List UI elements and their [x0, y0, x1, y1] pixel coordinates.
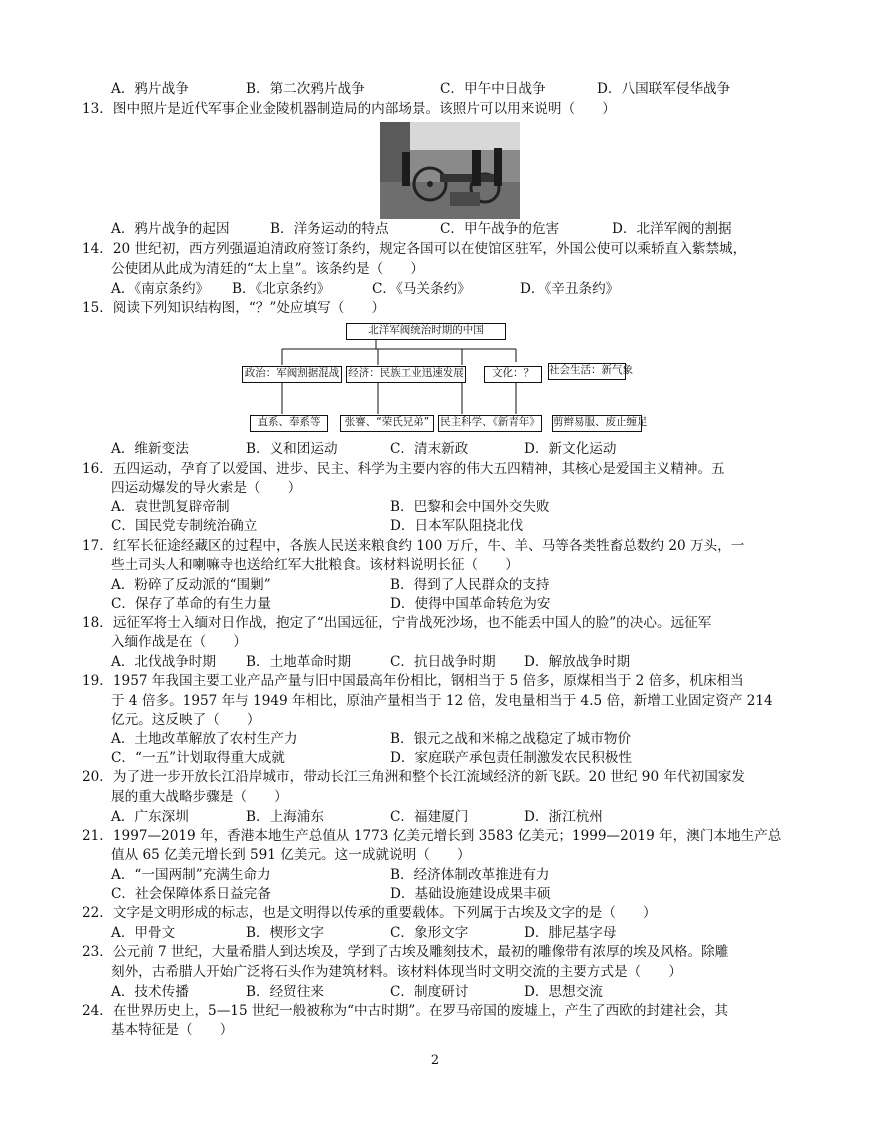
q13-photo-jinling-arsenal: [380, 122, 520, 219]
diagram-economy-box: 经济：民族工业迅速发展: [346, 366, 466, 383]
q23-option-a: A．技术传播: [111, 984, 189, 1000]
q18-option-a: A．北伐战争时期: [111, 654, 216, 670]
q21-option-c: C．社会保障体系日益完备: [111, 886, 271, 902]
q17-option-b: B．得到了人民群众的支持: [390, 577, 550, 593]
q14-option-b: B．《北京条约》: [232, 281, 331, 297]
q20-option-a: A．广东深圳: [111, 809, 189, 825]
q22-option-a: A．甲骨文: [111, 925, 176, 941]
q13-option-d: D．北洋军阀的割据: [612, 221, 732, 237]
q18-option-c: C．抗日战争时期: [390, 654, 496, 670]
q14-option-c: C．《马关条约》: [372, 281, 471, 297]
q23-option-c: C．制度研讨: [390, 984, 469, 1000]
q17-stem-line-1: 17．红军长征途经藏区的过程中，各族人民送来粮食约 100 万斤，牛、羊、马等各类牲畜总数约 20 万头，一: [82, 538, 745, 554]
q20-option-d: D．浙江杭州: [524, 809, 603, 825]
diagram-social-customs-box: 剪辫易服、废止缠足: [552, 415, 642, 432]
q18-option-d: D．解放战争时期: [524, 654, 631, 670]
q20-option-b: B．上海浦东: [246, 809, 324, 825]
q24-stem-line-1: 24．在世界历史上，5—15 世纪一般被称为“中古时期”。在罗马帝国的废墟上，产生了西欧的封建社会，其: [82, 1003, 728, 1019]
q12-option-d: D．八国联军侵华战争: [597, 81, 731, 97]
q17-option-d: D．使得中国革命转危为安: [390, 596, 551, 612]
q19-stem-line-3: 亿元。这反映了（ ）: [111, 712, 261, 728]
q14-stem-line-2: 公使团从此成为清廷的“太上皇”。该条约是（ ）: [111, 261, 424, 277]
q15-option-c: C．清末新政: [390, 441, 469, 457]
q19-stem-line-2: 于 4 倍多。1957 年与 1949 年相比，原油产量相当于 12 倍，发电量相当于 4.5 倍，新增工业固定资产 214: [111, 693, 773, 709]
q22-option-d: D．腓尼基字母: [524, 925, 617, 941]
q17-stem-line-2: 些土司头人和喇嘛寺也送给红军大批粮食。该材料说明长征（ ）: [111, 557, 519, 573]
q23-option-d: D．思想交流: [524, 984, 603, 1000]
q16-option-b: B．巴黎和会中国外交失败: [390, 499, 550, 515]
q16-option-c: C．国民党专制统治确立: [111, 518, 258, 534]
q16-stem-line-1: 16．五四运动，孕育了以爱国、进步、民主、科学为主要内容的伟大五四精神，其核心是爱国主义精神。五: [82, 461, 725, 477]
q18-stem-line-1: 18．远征军将士入缅对日作战，抱定了“出国远征，宁肯战死沙场，也不能丢中国人的脸”的决心。远征军: [82, 615, 712, 631]
q14-option-a: A．《南京条约》: [111, 281, 210, 297]
q16-stem-line-2: 四运动爆发的导火索是（ ）: [111, 480, 302, 496]
q23-stem-line-1: 23．公元前 7 世纪，大量希腊人到达埃及，学到了古埃及雕刻技术，最初的雕像带有浓厚的埃及风格。除雕: [82, 944, 729, 960]
q22-option-c: C．象形文字: [390, 925, 469, 941]
q12-option-a: A．鸦片战争: [111, 81, 189, 97]
diagram-social-life-box: 社会生活：新气象: [548, 363, 626, 380]
diagram-warlord-factions-box: 直系、奉系等: [250, 415, 328, 432]
diagram-politics-box: 政治：军阀割据混战: [242, 366, 342, 383]
q13-option-b: B．洋务运动的特点: [270, 221, 389, 237]
q15-stem: 15．阅读下列知识结构图，“？”处应填写（ ）: [82, 300, 386, 316]
q12-option-b: B．第二次鸦片战争: [246, 81, 365, 97]
q17-option-c: C．保存了革命的有生力量: [111, 596, 271, 612]
q21-option-b: B．经济体制改革推进有力: [390, 867, 550, 883]
q15-option-a: A．维新变法: [111, 441, 189, 457]
q21-stem-line-2: 值从 65 亿美元增长到 591 亿美元。这一成就说明（ ）: [111, 847, 471, 863]
q21-option-a: A．“一国两制”充满生命力: [111, 867, 271, 883]
q20-option-c: C．福建厦门: [390, 809, 469, 825]
q22-stem: 22．文字是文明形成的标志，也是文明得以传承的重要载体。下列属于古埃及文字的是（ ）: [82, 905, 657, 921]
q13-option-a: A．鸦片战争的起因: [111, 221, 230, 237]
q19-option-b: B．银元之战和米棉之战稳定了城市物价: [390, 731, 632, 747]
q18-option-b: B．土地革命时期: [246, 654, 352, 670]
q23-stem-line-2: 刻外，古希腊人开始广泛将石头作为建筑材料。该材料体现当时文明交流的主要方式是（ ）: [111, 964, 682, 980]
q19-option-d: D．家庭联产承包责任制激发农民积极性: [390, 750, 632, 766]
q16-option-d: D．日本军队阻挠北伐: [390, 518, 524, 534]
diagram-industrialists-box: 张謇、“荣氏兄弟”: [340, 415, 434, 432]
diagram-top-box: 北洋军阀统治时期的中国: [346, 323, 506, 340]
q20-stem-line-1: 20．为了进一步开放长江沿岸城市，带动长江三角洲和整个长江流域经济的新飞跃。20 世纪 90 年代初国家发: [82, 769, 745, 785]
q16-option-a: A．袁世凯复辟帝制: [111, 499, 230, 515]
q21-option-d: D．基础设施建设成果丰硕: [390, 886, 551, 902]
diagram-culture-box: 文化：？: [484, 366, 542, 383]
q24-stem-line-2: 基本特征是（ ）: [111, 1022, 234, 1038]
q21-stem-line-1: 21．1997—2019 年，香港本地生产总值从 1773 亿美元增长到 3583 亿美元；1999—2019 年，澳门本地生产总: [82, 828, 782, 844]
q22-option-b: B．楔形文字: [246, 925, 324, 941]
diagram-new-youth-box: 民主科学、《新青年》: [438, 415, 542, 432]
q14-option-d: D．《辛丑条约》: [520, 281, 620, 297]
q15-option-b: B．义和团运动: [246, 441, 338, 457]
q13-option-c: C．甲午战争的危害: [440, 221, 560, 237]
q13-stem: 13．图中照片是近代军事企业金陵机器制造局的内部场景。该照片可以用来说明（ ）: [82, 101, 616, 117]
q19-option-a: A．土地改革解放了农村生产力: [111, 731, 298, 747]
q23-option-b: B．经贸往来: [246, 984, 324, 1000]
page-number: 2: [430, 1053, 440, 1068]
q19-option-c: C．“一五”计划取得重大成就: [111, 750, 285, 766]
q20-stem-line-2: 展的重大战略步骤是（ ）: [111, 789, 288, 805]
q14-stem-line-1: 14．20 世纪初，西方列强逼迫清政府签订条约，规定各国可以在使馆区驻军，外国公使可以乘轿直入紫禁城，: [82, 241, 747, 257]
q19-stem-line-1: 19．1957 年我国主要工业产品产量与旧中国最高年份相比，钢相当于 5 倍多，原煤相当于 2 倍多，机床相当: [82, 673, 744, 689]
q18-stem-line-2: 入缅作战是在（ ）: [111, 634, 247, 650]
q17-option-a: A．粉碎了反动派的“围剿”: [111, 577, 271, 593]
q12-option-c: C．甲午中日战争: [440, 81, 546, 97]
q15-option-d: D．新文化运动: [524, 441, 617, 457]
